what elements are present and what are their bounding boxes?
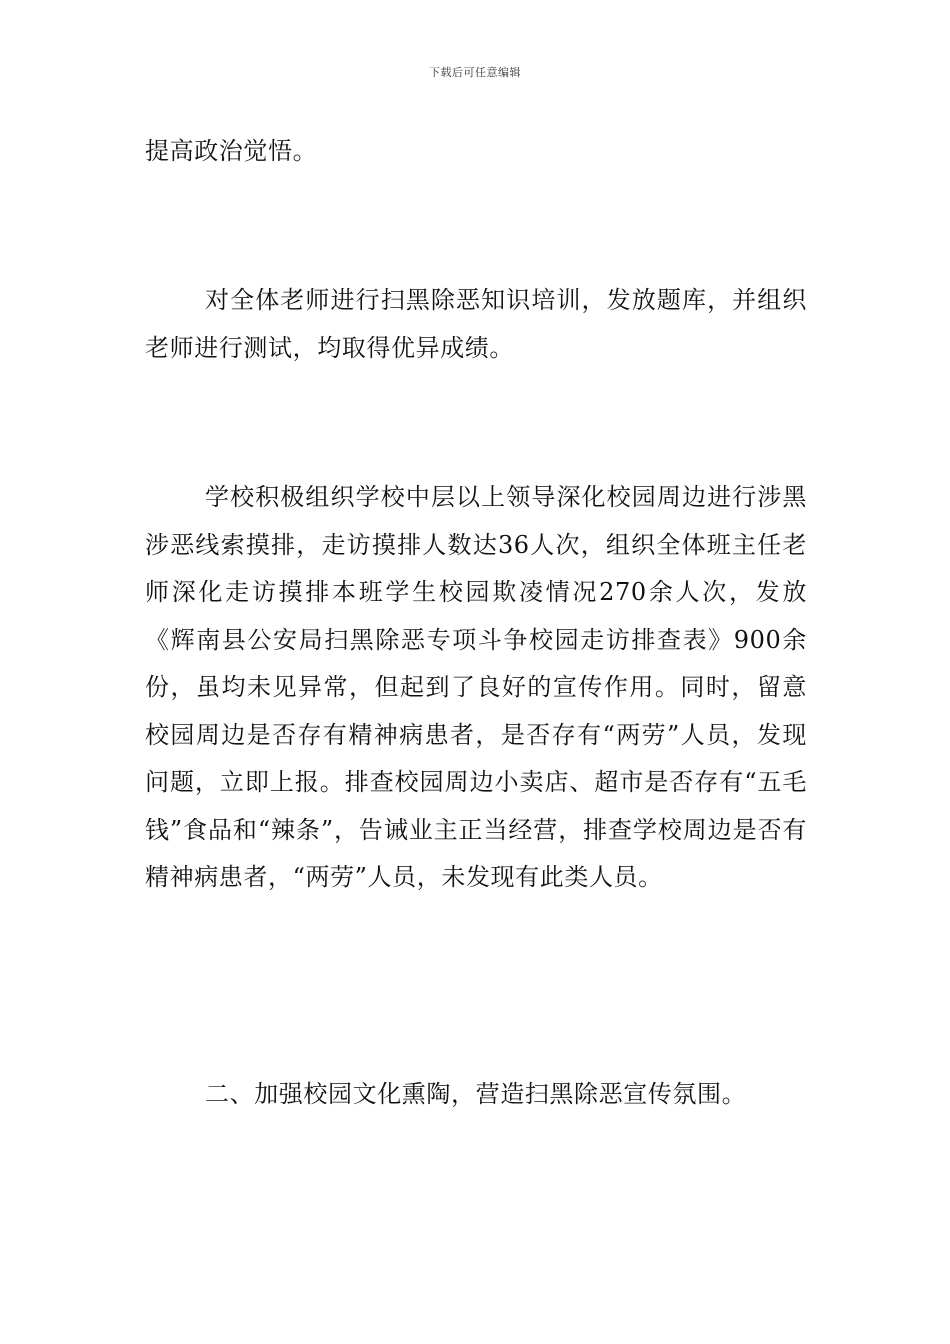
paragraph-continuation: 提高政治觉悟。 [145,137,318,165]
section-heading-campus-culture: 二、加强校园文化熏陶，营造扫黑除恶宣传氛围。 [205,1080,747,1108]
paragraph-teacher-training: 对全体老师进行扫黑除恶知识培训，发放题库，并组织老师进行测试，均取得优异成绩。 [145,286,807,362]
header-note: 下载后可任意编辑 [429,66,521,79]
paragraph-campus-investigation: 学校积极组织学校中层以上领导深化校园周边进行涉黑涉恶线索摸排，走访摸排人数达36人次，组织全体班主任老师深化走访摸排本班学生校园欺凌情况270余人次，发放《辉南县公安局扫黑除恶专项斗争校园走访排查表》900余份，虽均未见异常，但起到了良好的宣传作用。同时，留意校园周边是否存有精神病患者，是否存有“两劳”人员，发现问题，立即上报。排查校园周边小卖店、超市是否存有“五毛钱”食品和“辣条”，告诫业主正当经营，排查学校周边是否有精神病患者，“两劳”人员，未发现有此类人员。 [145,483,807,891]
